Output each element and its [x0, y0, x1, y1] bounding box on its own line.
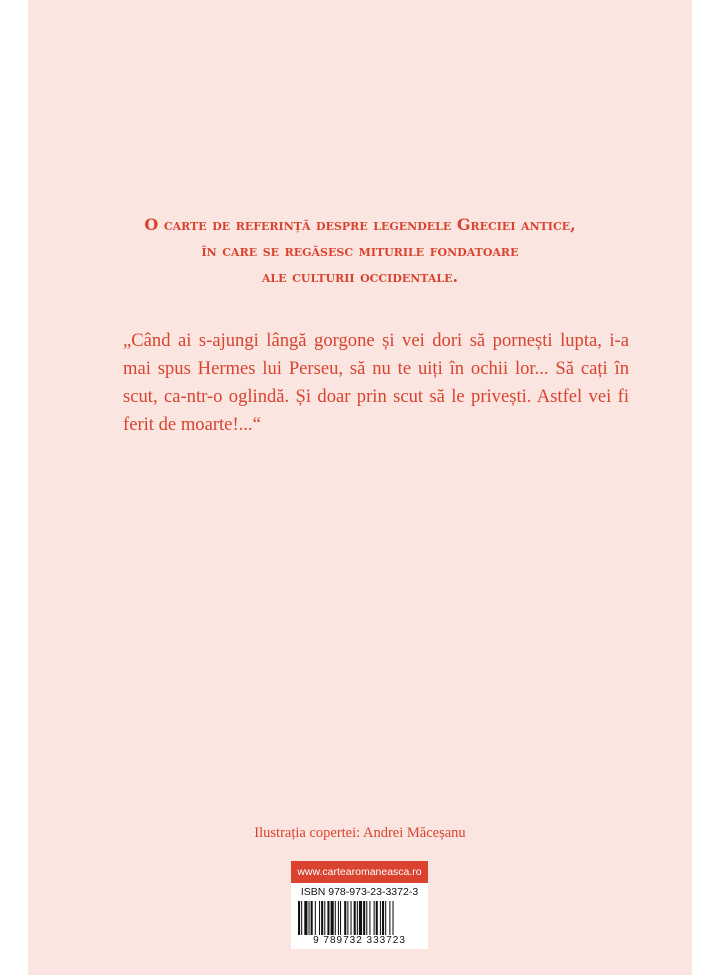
- blurb: [28, 212, 692, 290]
- barcode-bar: [327, 901, 329, 935]
- barcode-bar: [389, 901, 390, 935]
- barcode-bar: [321, 901, 323, 935]
- barcode-bar: [335, 901, 336, 935]
- barcode-bar: [347, 901, 348, 935]
- barcode-bar: [311, 901, 313, 935]
- quote-paragraph: „Când ai s-ajungi lângă gorgone și vei dori să pornești lupta, i-a mai spus Hermes lui Perseu, să nu te uiți în ochii lor... Să cați în scut, ca-ntr-o oglindă. Și doar prin scut să le privești. Astfel vei fi ferit de moarte!...“: [123, 330, 629, 435]
- blurb-line: O carte de referință despre legendele Greciei antice,: [144, 215, 576, 234]
- barcode-bar: [344, 901, 346, 935]
- barcode-bar: [309, 901, 310, 935]
- barcode-bar: [340, 901, 341, 935]
- barcode-bar: [374, 901, 375, 935]
- barcode-bar: [301, 901, 302, 935]
- barcode-bar: [304, 901, 307, 935]
- barcode-bar: [380, 901, 381, 935]
- barcode-bar: [319, 901, 320, 935]
- barcode-bar: [366, 901, 367, 935]
- blurb-line: în care se regăsesc miturile fondatoare: [201, 241, 519, 260]
- isbn-number: ISBN 978-973-23-3372-3: [300, 886, 419, 898]
- barcode-bar: [382, 901, 384, 935]
- barcode-bar: [363, 901, 365, 935]
- website-link[interactable]: www.cartearomaneasca.ro: [291, 861, 428, 883]
- barcode-bar: [357, 901, 358, 935]
- barcode-bar: [324, 901, 325, 935]
- barcode-image: [297, 901, 422, 935]
- barcode-bar: [393, 901, 394, 935]
- back-cover: [28, 0, 692, 975]
- barcode-bar: [315, 901, 316, 935]
- barcode-bar: [298, 901, 300, 935]
- barcode-bar: [376, 901, 378, 935]
- cover-illustration-credit: Ilustrația copertei: Andrei Măceșanu: [254, 825, 466, 841]
- barcode-digits: 9 789732 333723: [313, 935, 406, 946]
- barcode-bar: [359, 901, 362, 935]
- barcode-bar: [331, 901, 334, 935]
- barcode-bar: [338, 901, 339, 935]
- barcode-bar: [385, 901, 386, 935]
- barcode-bar: [369, 901, 370, 935]
- blurb-line: ale culturii occidentale.: [261, 267, 459, 286]
- barcode-bar: [354, 901, 356, 935]
- isbn-label: [291, 861, 428, 949]
- barcode-bar: [351, 901, 352, 935]
